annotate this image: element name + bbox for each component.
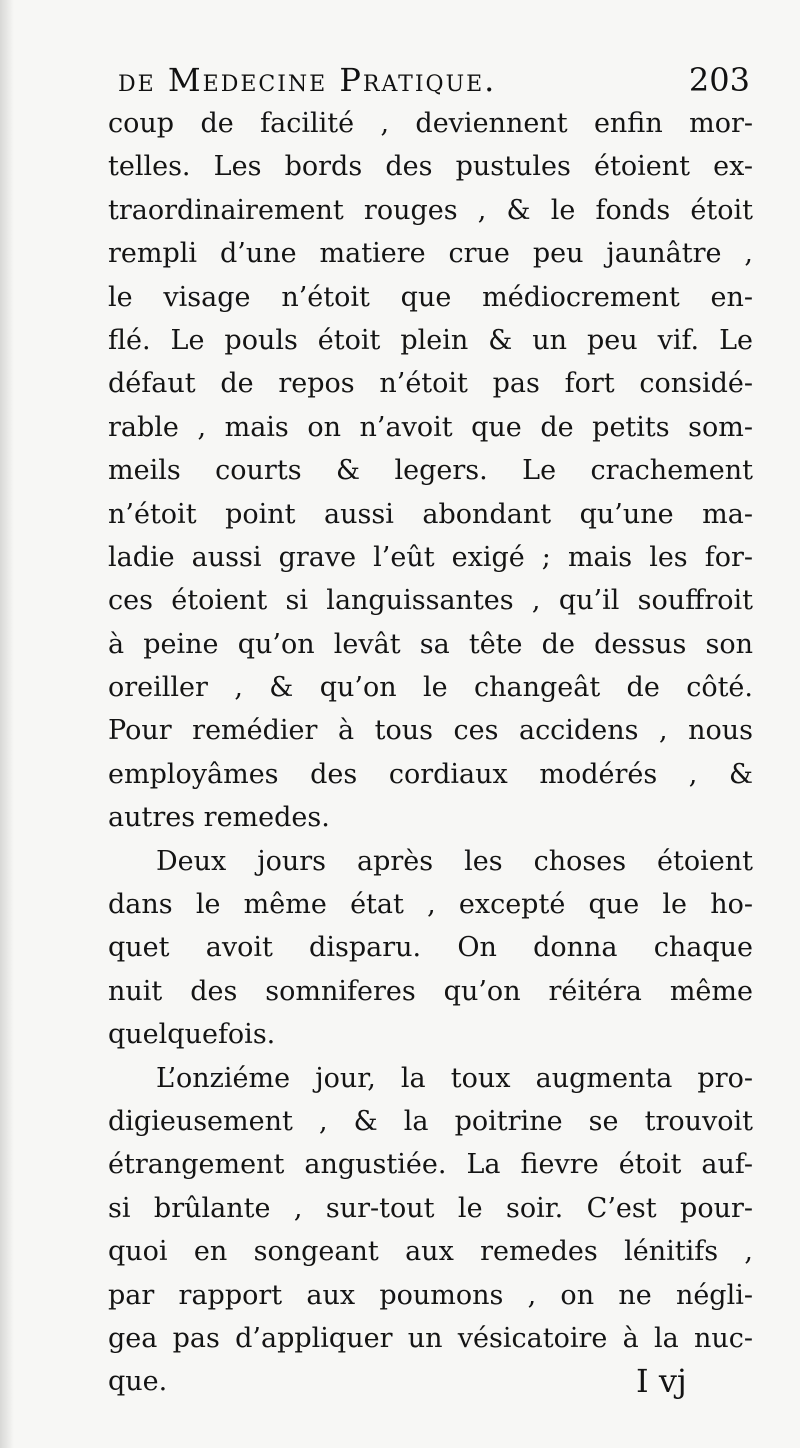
text-line: quoi en songeant aux remedes lénitifs , — [108, 1236, 753, 1268]
text-line: coup de facilité , deviennent enfin mor- — [108, 108, 753, 139]
text-line: meils courts & legers. Le crachement — [108, 455, 753, 487]
text-line: rempli d’une matiere crue peu jaunâtre , — [108, 238, 753, 270]
running-title: de Medecine Pratique. — [118, 61, 497, 99]
text-line: à peine qu’on levât sa tête de dessus son — [108, 628, 753, 660]
text-line: quelquefois. — [108, 1019, 276, 1051]
text-line: n’étoit point aussi abondant qu’une ma- — [108, 498, 753, 530]
text-line: le visage n’étoit que médiocrement en- — [108, 281, 753, 313]
text-line: employâmes des cordiaux modérés , & — [108, 758, 753, 790]
text-line: quet avoit disparu. On donna chaque — [108, 932, 753, 964]
text-line: ces étoient si languissantes , qu’il souffroit — [108, 585, 753, 617]
text-line: que. — [108, 1366, 168, 1398]
text-line: Deux jours après les choses étoient — [156, 845, 753, 877]
text-line: par rapport aux poumons , on ne négli- — [108, 1279, 753, 1311]
text-line: oreiller , & qu’on le changeât de côté. — [108, 672, 753, 704]
text-line: L’onziéme jour, la toux augmenta pro- — [156, 1062, 753, 1094]
page-number: 203 — [688, 61, 750, 99]
text-line: digieusement , & la poitrine se trouvoit — [108, 1105, 753, 1137]
text-line: autres remedes. — [108, 802, 330, 834]
text-line: nuit des somniferes qu’on réitéra même — [108, 975, 753, 1007]
text-line: gea pas d’appliquer un vésicatoire à la nuc- — [108, 1322, 753, 1354]
body-text — [108, 102, 753, 1404]
text-line: défaut de repos n’étoit pas fort considé- — [108, 368, 753, 400]
text-line: Pour remédier à tous ces accidens , nous — [108, 715, 753, 747]
text-line: traordinairement rouges , & le fonds étoit — [108, 194, 753, 226]
text-line: telles. Les bords des pustules étoient ex- — [108, 151, 753, 183]
text-line: étrangement angustiée. La fievre étoit auf- — [108, 1149, 753, 1181]
text-line: dans le même état , excepté que le ho- — [108, 889, 753, 921]
text-line: si brûlante , sur-tout le soir. C’est pour- — [108, 1192, 753, 1224]
text-line: flé. Le pouls étoit plein & un peu vif. Le — [108, 324, 753, 356]
signature-mark: I vj — [636, 1362, 687, 1400]
text-line: ladie aussi grave l’eût exigé ; mais les for- — [108, 541, 753, 573]
text-line: rable , mais on n’avoit que de petits som- — [108, 411, 753, 443]
